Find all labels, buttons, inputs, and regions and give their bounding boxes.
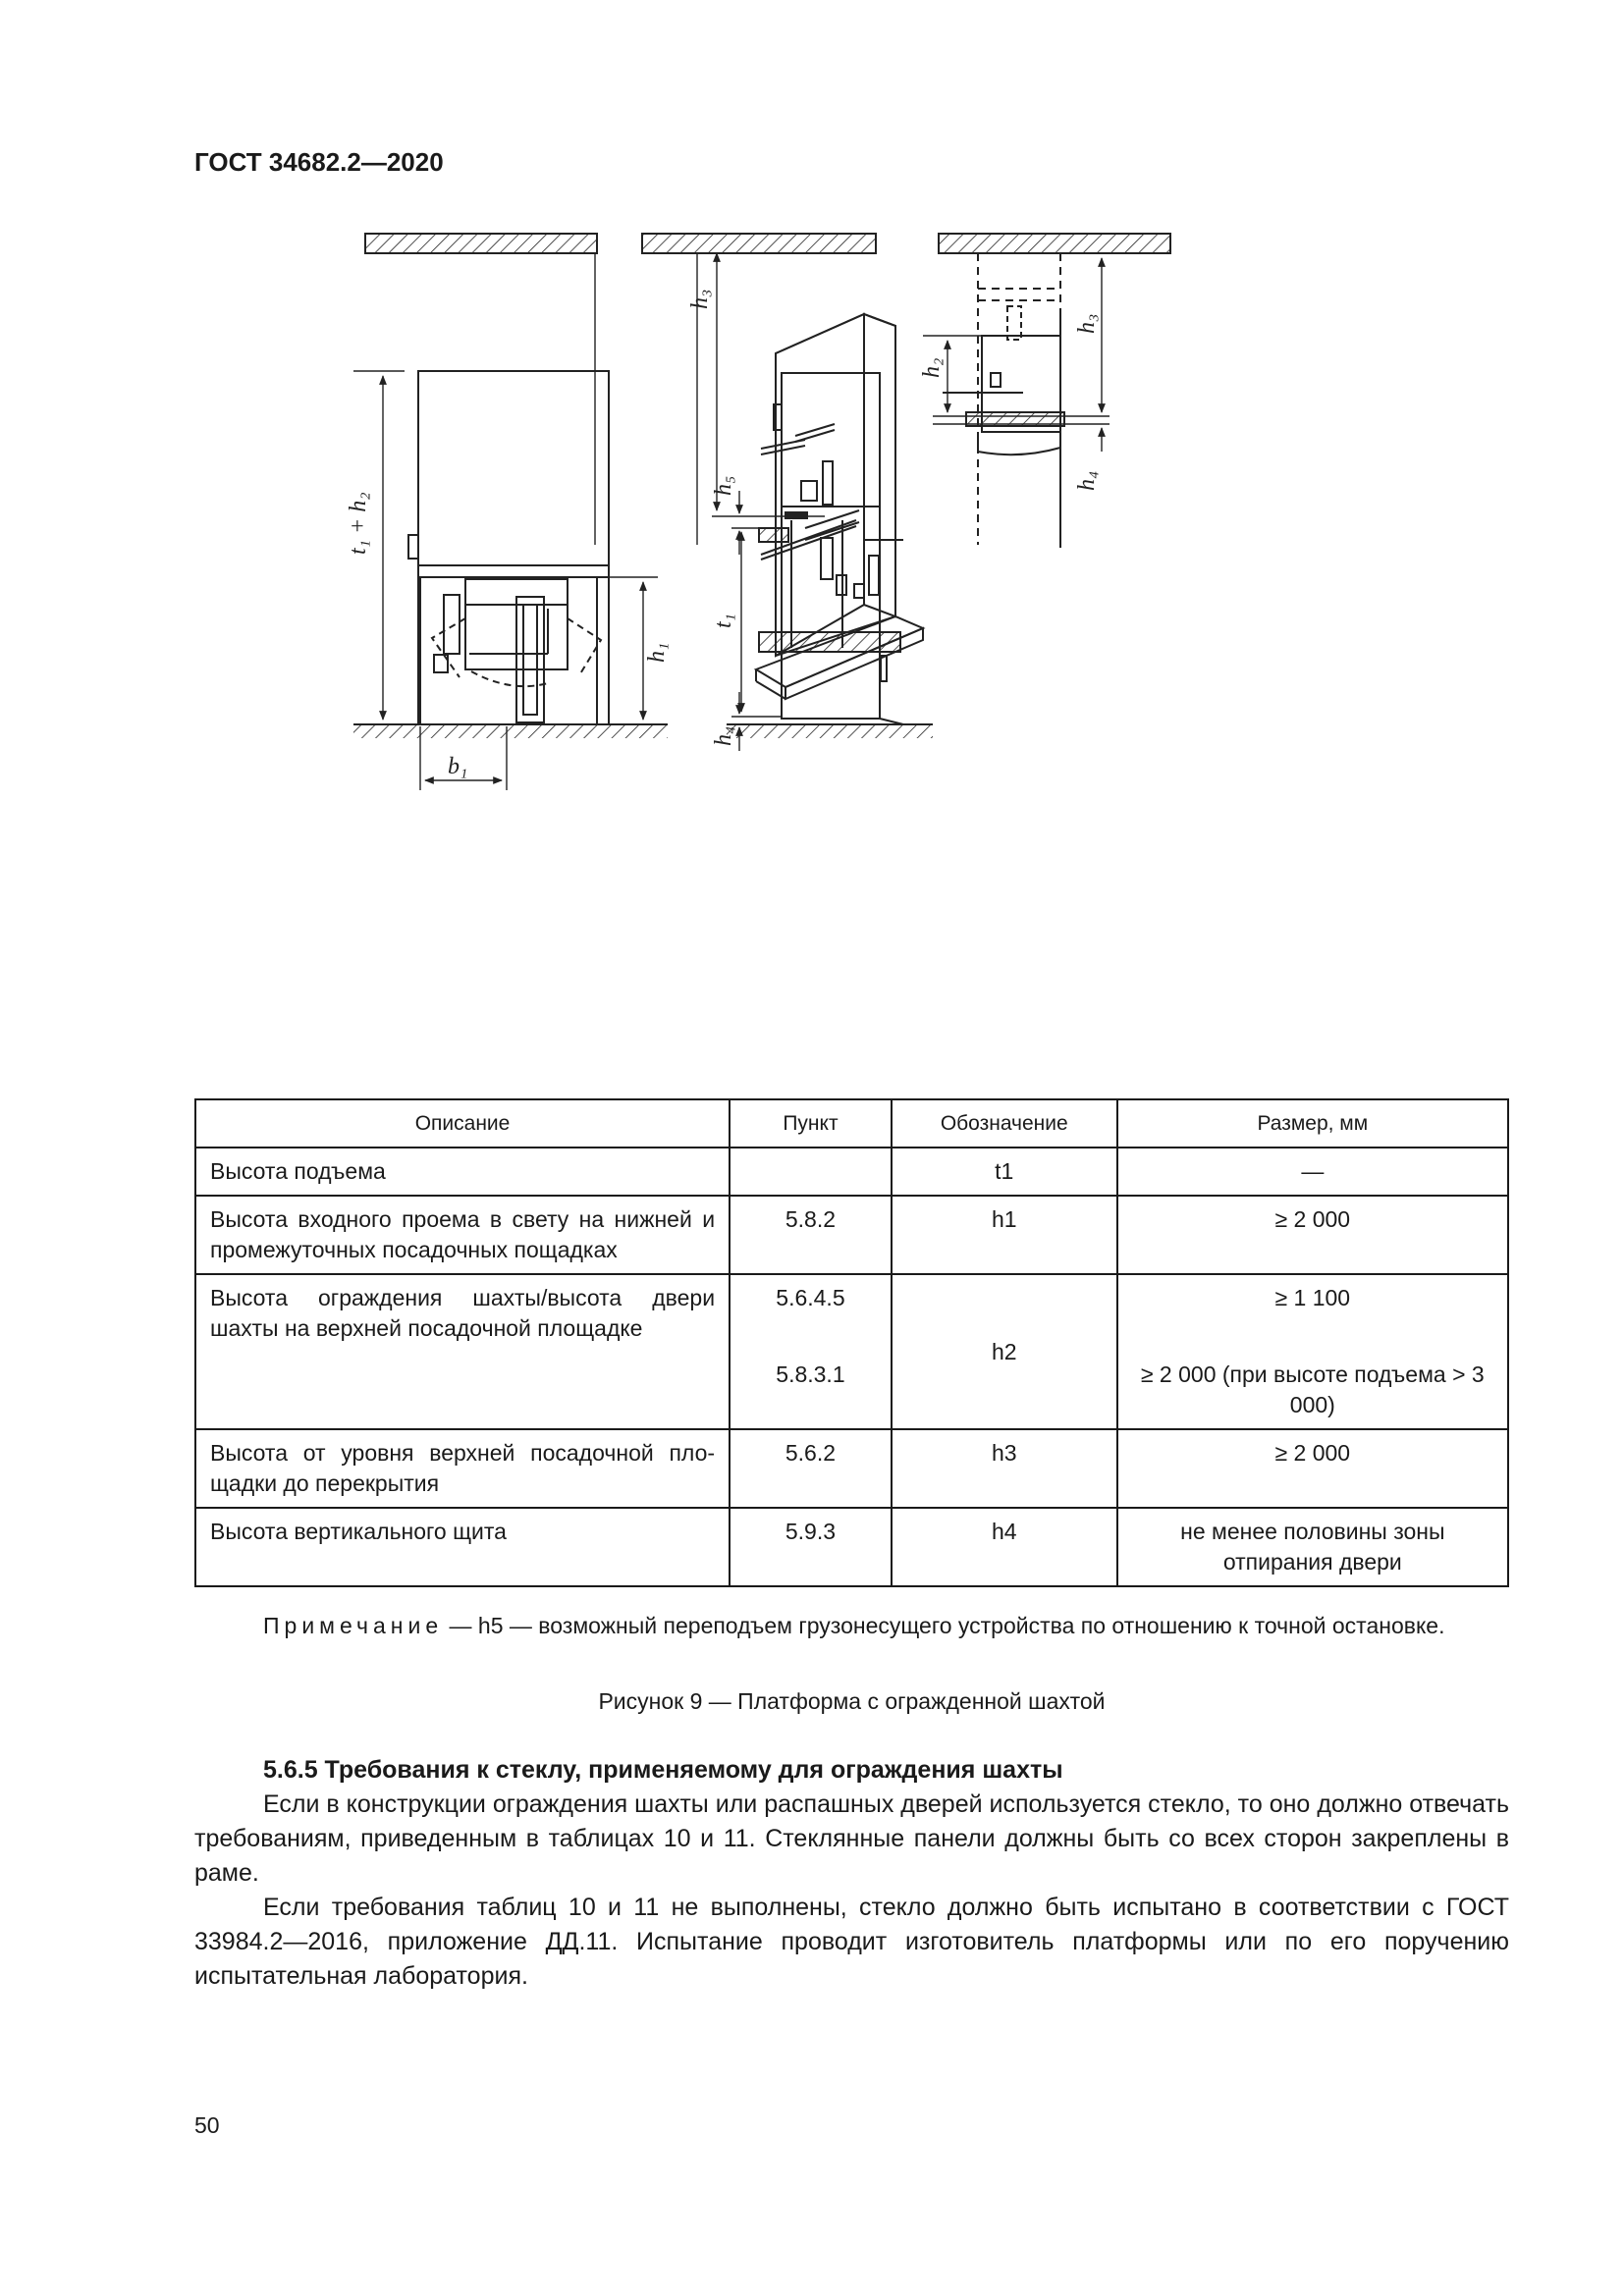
label-h1: h₁ — [644, 642, 670, 663]
row-description: Высота ограждения шахты/высота двери шахты на верхней посадочной площадке — [195, 1274, 730, 1429]
label-t1-h2: t₁ + h₂ — [346, 492, 371, 555]
row-description: Высота входного проема в свету на нижней и промежуточных посадочных пощадках — [195, 1196, 730, 1274]
row-description: Высота от уровня верхней посадочной пло-щадки до перекрытия — [195, 1429, 730, 1508]
header-clause: Пункт — [730, 1099, 892, 1148]
row-size: не менее половины зоны отпирания двери — [1117, 1508, 1508, 1586]
header-symbol: Обозначение — [892, 1099, 1117, 1148]
label-h4-right: h₄ — [1074, 470, 1100, 491]
table-note — [194, 1610, 1509, 1642]
table-header-row — [195, 1099, 1508, 1148]
label-h2: h₂ — [919, 357, 945, 378]
section-paragraph-1: Если в конструкции ограждения шахты или распашных дверей используется стекло, то оно должно отвечать требованиям, приведенным в таблицах 10 и 11. Стеклянные панели должны быть со всех сторон закреплены в раме. — [194, 1790, 1509, 1887]
section-5-6-5 — [194, 1753, 1509, 1994]
row-clause: 5.9.3 — [730, 1508, 892, 1586]
row-size: ≥ 2 000 — [1117, 1429, 1508, 1508]
row-size — [1117, 1274, 1508, 1429]
figure-9-drawing — [314, 216, 1414, 1060]
row-symbol: h1 — [892, 1196, 1117, 1274]
header-description: Описание — [195, 1099, 730, 1148]
row-symbol: h4 — [892, 1508, 1117, 1586]
label-b1: b₁ — [448, 754, 468, 779]
section-title: 5.6.5 Требования к стеклу, применяемому для ограждения шахты — [263, 1756, 1063, 1784]
page-number: 50 — [194, 2112, 220, 2138]
table-row — [195, 1274, 1508, 1429]
row-size-a: ≥ 1 100 — [1274, 1285, 1351, 1310]
note-text: — h5 — возможный переподъем грузонесущего устройства по отношению к точной остановке. — [443, 1613, 1445, 1638]
document-header: ГОСТ 34682.2—2020 — [194, 147, 444, 177]
table-row — [195, 1196, 1508, 1274]
table-row — [195, 1508, 1508, 1586]
table-row — [195, 1148, 1508, 1196]
row-description: Высота подъема — [195, 1148, 730, 1196]
figure-caption: Рисунок 9 — Платформа с огражденной шахтой — [598, 1688, 1106, 1714]
row-size: — — [1117, 1148, 1508, 1196]
row-clause-b: 5.8.3.1 — [776, 1362, 845, 1387]
row-clause: 5.6.2 — [730, 1429, 892, 1508]
row-clause: 5.8.2 — [730, 1196, 892, 1274]
row-size-b: ≥ 2 000 (при высоте подъема > 3 000) — [1140, 1362, 1485, 1417]
header-size: Размер, мм — [1117, 1099, 1508, 1148]
label-h3-middle: h₃ — [687, 289, 713, 309]
dimensions-table — [194, 1098, 1509, 1587]
label-h4-middle: h₄ — [711, 725, 736, 746]
row-clause-a: 5.6.4.5 — [776, 1285, 845, 1310]
row-clause — [730, 1274, 892, 1429]
row-description: Высота вертикального щита — [195, 1508, 730, 1586]
table-row — [195, 1429, 1508, 1508]
row-clause — [730, 1148, 892, 1196]
row-symbol: t1 — [892, 1148, 1117, 1196]
row-symbol: h2 — [892, 1274, 1117, 1429]
label-h5: h₅ — [711, 475, 736, 496]
platform-shaft-diagram — [314, 216, 1414, 1060]
section-paragraph-2: Если требования таблиц 10 и 11 не выполнены, стекло должно быть испытано в соответствии с ГОСТ 33984.2—2016, приложение ДД.11. Испытание проводит изготовитель платформы или по его поручению испытательная лаборатория. — [194, 1894, 1509, 1990]
row-symbol: h3 — [892, 1429, 1117, 1508]
note-label: Примечание — [263, 1613, 444, 1638]
label-t1: t₁ — [711, 613, 736, 628]
label-h3-right: h₃ — [1074, 313, 1100, 334]
row-size: ≥ 2 000 — [1117, 1196, 1508, 1274]
